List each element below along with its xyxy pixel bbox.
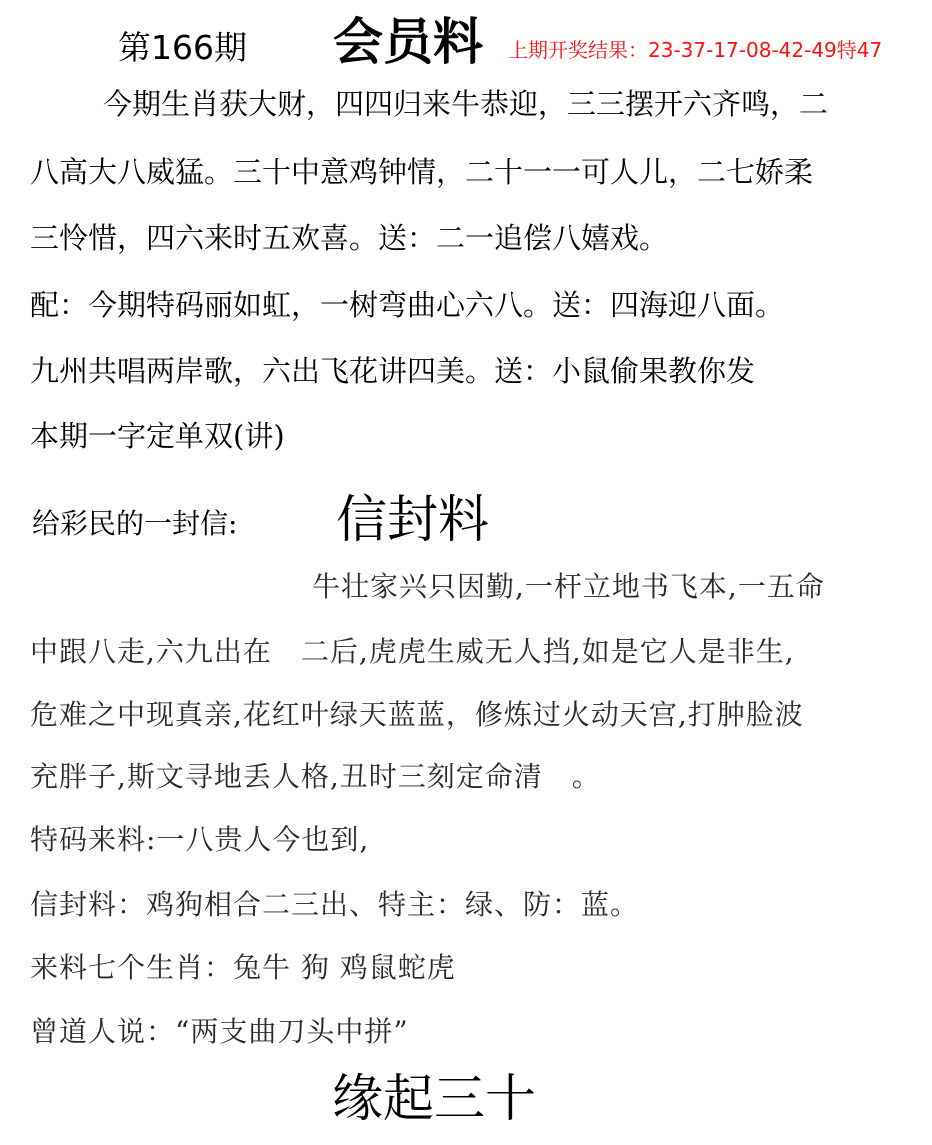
seven-zodiac-line: 来料七个生肖：兔牛 狗 鸡鼠蛇虎 — [30, 951, 456, 984]
special-code-line: 特码来料:一八贵人今也到, — [30, 823, 370, 856]
letter-line-3: 危难之中现真亲,花红叶绿天蓝蓝，修炼过火动天宫,打肿脸波 — [30, 698, 804, 731]
envelope-title: 信封料 — [336, 491, 490, 550]
match-line-1: 配：今期特码丽如虹，一树弯曲心六八。送：四海迎八面。 — [30, 288, 785, 322]
letter-line-1: 牛壮家兴只因勤,一杆立地书飞本,一五命 — [312, 570, 825, 603]
taoist-saying-line: 曾道人说：“两支曲刀头中拼” — [30, 1015, 409, 1048]
letter-label: 给彩民的一封信: — [32, 507, 238, 540]
last-draw-result: 上期开奖结果：23-37-17-08-42-49特47 — [508, 38, 883, 62]
match-line-3: 本期一字定单双(讲) — [30, 419, 285, 453]
poem-line-2: 八高大八威猛。三十中意鸡钟情，二十一一可人儿，二七娇柔 — [30, 155, 814, 189]
poem-line-1: 今期生肖获大财，四四归来牛恭迎，三三摆开六齐鸣，二 — [103, 87, 829, 121]
letter-line-2: 中跟八走,六九出在 二后,虎虎生威无人挡,如是它人是非生, — [30, 635, 795, 668]
envelope-hint-line: 信封料：鸡狗相合二三出、特主：绿、防：蓝。 — [30, 888, 640, 921]
match-line-2: 九州共唱两岸歌，六出飞花讲四美。送：小鼠偷果教你发 — [30, 354, 756, 388]
page-title: 会员料 — [333, 12, 483, 71]
poem-line-3: 三怜惜，四六来时五欢喜。送：二一追偿八嬉戏。 — [30, 221, 669, 255]
issue-number: 第166期 — [118, 28, 247, 67]
letter-line-4: 充胖子,斯文寻地丢人格,丑时三刻定命清 。 — [30, 760, 601, 793]
closing-title: 缘起三十 — [332, 1070, 537, 1129]
